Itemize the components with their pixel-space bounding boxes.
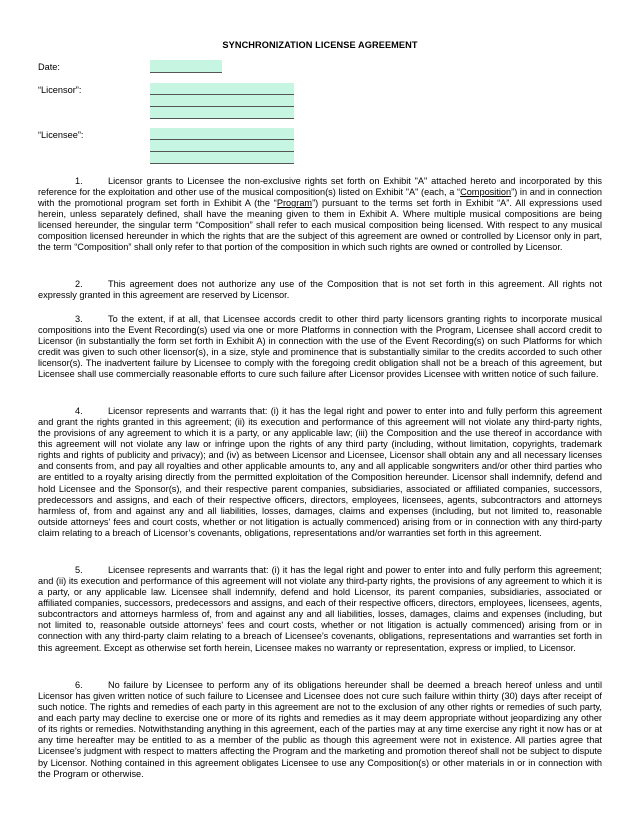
licensee-label: “Licensee”: (38, 130, 84, 140)
section-4 (38, 406, 602, 539)
section-text: Licensor grants to Licensee the non-exclusive rights set forth on Exhibit "A" attached hereto and incorporated by this reference for the exploitation and other use of the musical composition(s) listed on Exhibit "A" (each, a “ (38, 176, 602, 198)
licensee-field-line-2[interactable] (150, 140, 294, 152)
section-3 (38, 314, 602, 380)
section-text: To the extent, if at all, that Licensee accords credit to other third party licensors granting rights to incorporate musical compositions into the Event Recording(s) used via one or more Platforms in connection with the Program, Licensee shall accord credit to Licensor (in substantially the form set forth in Exhibit A) in connection with the use of the Event Recording(s) on such Platforms for which credit was given to such other licensor(s), in a size, style and prominence that is substantially similar to the credits accorded to such other licensor(s). The inadvertent failure by Licensee to comply with the foregoing credit obligation shall not be a breach of this agreement, but Licensee shall use commercially reasonable efforts to cure such failure after Licensor provides Licensee with written notice of such failure. (38, 314, 602, 380)
date-label: Date: (38, 62, 60, 72)
licensee-field-line-1[interactable] (150, 128, 294, 140)
section-number: 4. (75, 406, 83, 416)
section-number: 2. (75, 279, 83, 289)
licensor-field-line-1[interactable] (150, 83, 294, 95)
defined-term-composition: Composition (460, 187, 512, 198)
section-text: Licensor represents and warrants that: (i) it has the legal right and power to enter into and fully perform this agreement and grant the rights granted in this agreement; (ii) its execution and performance of this agreement will not violate any third-party rights, the provisions of any agreement to which it is a party, or any applicable law; (iii) the Composition and the use thereof in accordance with this agreement will not violate any law or infringe upon the rights of any third party (including, without limitation, copyrights, trademark rights and rights of publicity and privacy); and (iv) as between Licensor and Licensee, Licensor shall obtain any and all necessary licenses and consents from, and pay all royalties and other applicable amounts to, any and all applicable songwriters and/or other third parties who are entitled to a royalty arising directly from the permitted exploitation of the Composition hereunder. Licensor shall indemnify, defend and hold Licensee and the Sponsor(s), and their respective parent companies, subsidiaries, associated or affiliated companies, successors, predecessors and assigns, and each of their respective officers, directors, employees, licensees, agents, subcontractors and attorneys harmless of, from and against any and all liabilities, losses, damages, claims and expenses (including, but not limited to, reasonable outside attorneys' fees and court costs, whether or not litigation is actually commenced) arising from or in connection with any third-party claim relating to a breach of Licensor’s covenants, obligations, representations and/or warranties set forth in this agreement. (38, 406, 602, 538)
document-title: SYNCHRONIZATION LICENSE AGREEMENT (222, 40, 418, 50)
section-text: ”) in and in connection with the promotional program set forth in Exhibit A (the “ (38, 187, 602, 209)
section-5 (38, 565, 602, 654)
section-text: This agreement does not authorize any use of the Composition that is not set forth in this agreement. All rights not expressly granted in this agreement are reserved by Licensor. (38, 279, 602, 301)
defined-term-program: Program (276, 198, 313, 209)
date-field[interactable] (150, 60, 222, 73)
licensor-field-line-3[interactable] (150, 107, 294, 119)
section-number: 6. (75, 680, 83, 690)
section-text: ”) pursuant to the terms set forth in Exhibit “A”. All expressions used herein, unless separately defined, shall have the meaning given to them in Exhibit A. Where multiple musical compositions are being licensed hereunder, the singular term “Composition” shall refer to each musical composition being licensed. With respect to any musical composition licensed hereunder in which the rights that are the subject of this agreement are owned or controlled by Licensor only in part, the term “Composition” shall only refer to that portion of the composition in which such rights are owned or controlled by Licensor. (38, 198, 602, 253)
section-number: 1. (75, 176, 83, 186)
licensee-field-line-3[interactable] (150, 152, 294, 164)
licensor-label: “Licensor”: (38, 85, 82, 95)
section-text: No failure by Licensee to perform any of its obligations hereunder shall be deemed a breach hereof unless and until Licensor has given written notice of such failure to Licensee and Licensee does not cure such failure within thirty (30) days after receipt of such notice. The rights and remedies of each party in this agreement are not to the exclusion of any other rights or remedies of such party, and each party may decline to exercise one or more of its rights and remedies as it may deem appropriate without jeopardizing any other of its rights or remedies. Notwithstanding anything in this agreement, each of the parties may at any time exercise any right it now has or at any time hereafter may be entitled to as a member of the public as though this agreement were not in existence. All parties agree that Licensee’s judgment with respect to matters affecting the Program and the marketing and promotion thereof shall not be subject to dispute by Licensor. Nothing contained in this agreement obligates Licensee to use any Composition(s) or other materials in or in connection with the Program or otherwise. (38, 680, 602, 779)
section-2 (38, 279, 602, 301)
section-number: 3. (75, 314, 83, 324)
section-number: 5. (75, 565, 83, 575)
licensor-field-line-2[interactable] (150, 95, 294, 107)
section-text: Licensee represents and warrants that: (i) it has the legal right and power to enter into and fully perform this agreement; and (ii) its execution and performance of this agreement will not violate any third-party rights, the provisions of any agreement to which it is a party, or any applicable law. Licensee shall indemnify, defend and hold Licensor, its parent companies, subsidiaries, associated or affiliated companies, successors, predecessors and assigns, and each of their respective officers, directors, employees, licensees, agents, subcontractors and attorneys harmless of, from and against any and all liabilities, losses, damages, claims and expenses (including, but not limited to, reasonable outside attorneys' fees and court costs, whether or not litigation is actually commenced) arising from or in connection with any third-party claim relating to a breach of Licensee’s covenants, obligations, representations and warranties set forth in this agreement. Except as otherwise set forth herein, Licensee makes no warranty or representation, express or implied, to Licensor. (38, 565, 602, 653)
section-1 (38, 176, 602, 254)
section-6 (38, 680, 602, 780)
